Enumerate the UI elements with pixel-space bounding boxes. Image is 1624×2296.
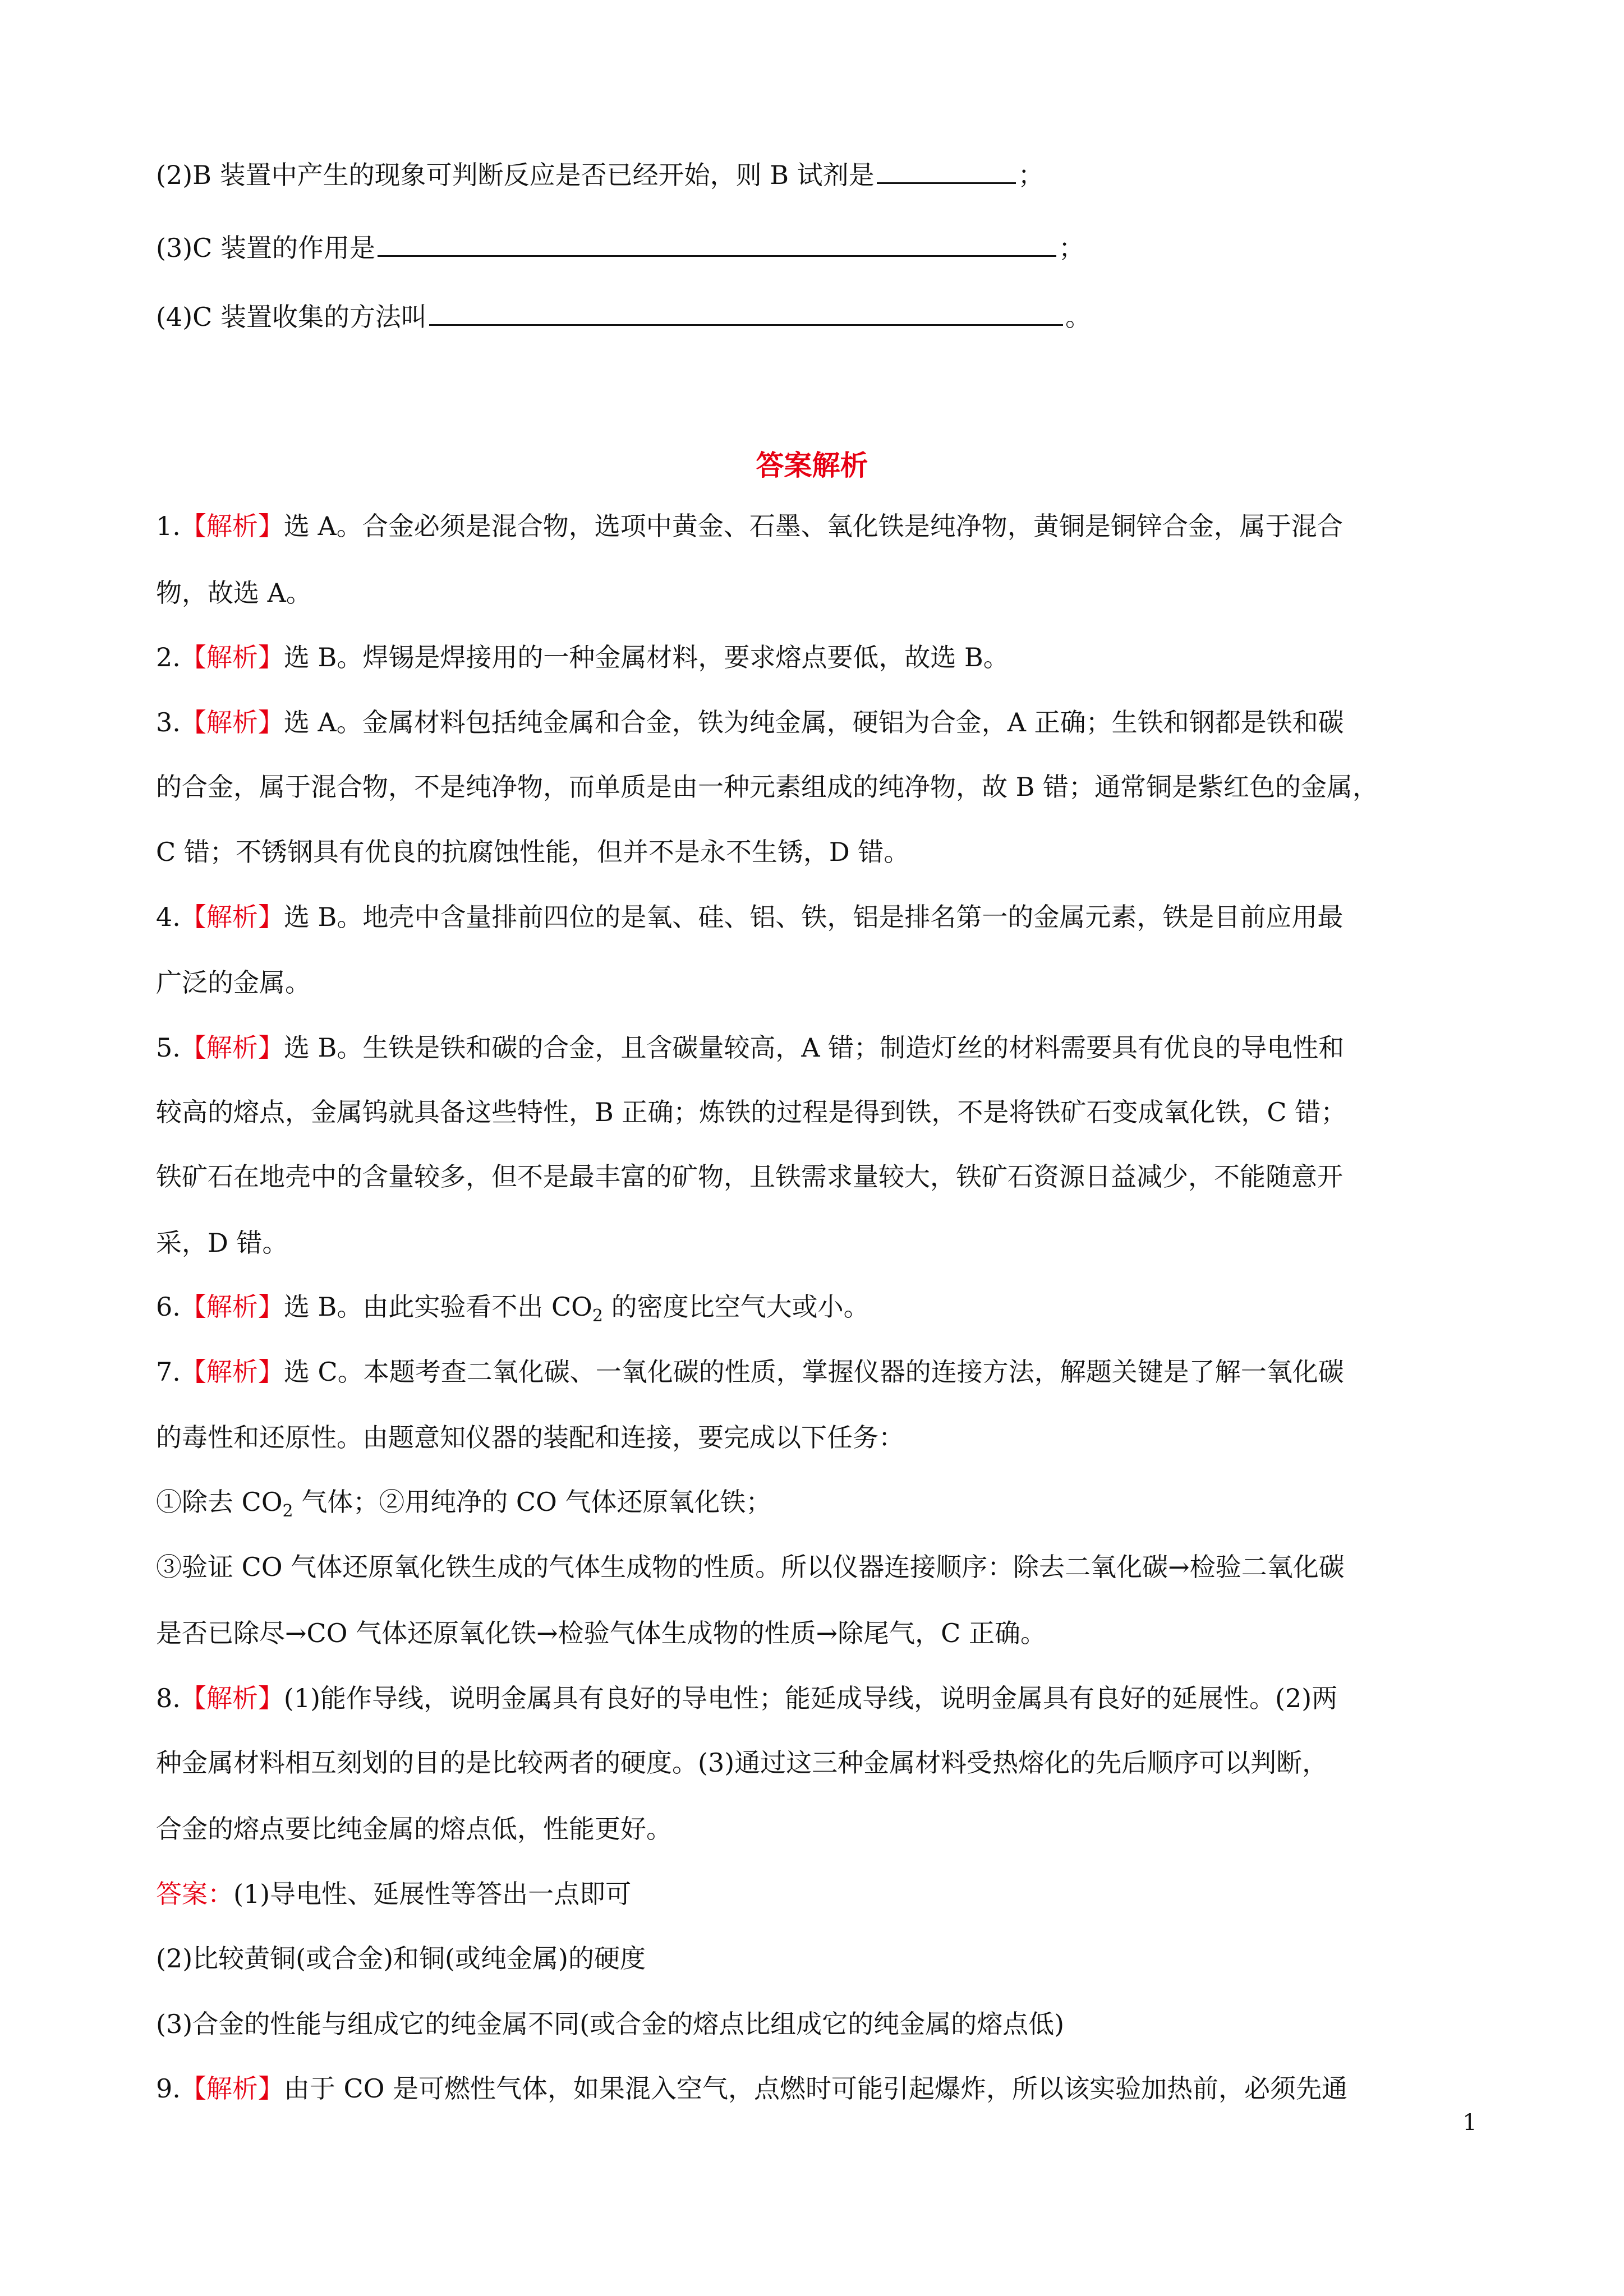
subscript: 2 [282,1501,293,1522]
answer-text: (3)合金的性能与组成它的纯金属不同(或合金的熔点比组成它的纯金属的熔点低) [156,2009,1065,2039]
analysis-tag: 【解析】 [180,707,284,737]
answer-line-3 [156,2007,1064,2041]
question-2 [156,158,1044,192]
answer-8-line-1 [156,1681,1337,1715]
answer-text: 种金属材料相互刻划的目的是比较两者的硬度。(3)通过这三种金属材料受热熔化的先后顺序可以判断， [156,1748,1328,1778]
arrow-icon: → [1168,1552,1190,1582]
answer-text: 铁矿石在地壳中的含量较多，但不是最丰富的矿物，且铁需求量较大，铁矿石资源日益减少，不能随意开 [156,1161,1343,1192]
question-3 [156,231,1084,265]
question-3-end: ； [1058,233,1084,263]
answer-text: 检验二氧化碳 [1189,1552,1345,1582]
question-4-end: 。 [1065,302,1091,332]
answer-text: ③验证 CO 气体还原氧化铁生成的气体生成物的性质。所以仪器连接顺序：除去二氧化碳 [156,1552,1168,1582]
item-number: 1. [156,511,181,541]
answer-2-line-1 [156,640,1009,674]
answer-text: (1)导电性、延展性等答出一点即可 [233,1879,632,1909]
question-2-text: (2)B 装置中产生的现象可判断反应是否已经开始，则 B 试剂是 [156,160,875,190]
answer-text: 由于 CO 是可燃性气体，如果混入空气，点燃时可能引起爆炸，所以该实验加热前，必须先通 [283,2073,1348,2104]
answer-line-2 [156,1942,646,1975]
analysis-tag: 【解析】 [180,1032,284,1063]
answer-7-line-5 [156,1616,1046,1650]
answer-text: 广泛的金属。 [156,967,311,998]
answer-3-line-3 [156,835,909,869]
answer-text: 的密度比空气大或小。 [602,1292,869,1322]
answer-6-line-1 [156,1290,869,1333]
item-number: 4. [156,902,181,932]
item-number: 5. [156,1032,181,1063]
answer-text: C 错；不锈钢具有优良的抗腐蚀性能，但并不是永不生锈，D 错。 [156,837,910,867]
answer-text: (1)能作导线，说明金属具有良好的导电性；能延成导线，说明金属具有良好的延展性。(2)两 [283,1683,1338,1713]
analysis-tag: 【解析】 [180,902,284,932]
analysis-tag: 【解析】 [180,1292,284,1322]
answer-text: 的毒性和还原性。由题意知仪器的装配和连接，要完成以下任务： [156,1422,904,1453]
answer-text: 选 C。本题考查二氧化碳、一氧化碳的性质，掌握仪器的连接方法，解题关键是了解一氧化碳 [283,1357,1344,1387]
answer-text: 是否已除尽 [156,1618,285,1648]
answer-7-line-2 [156,1421,904,1454]
answer-5-line-3 [156,1160,1343,1193]
arrow-icon: → [816,1618,838,1648]
analysis-tag: 【解析】 [180,1683,284,1713]
page-number: 1 [1462,2110,1477,2136]
question-2-end: ； [1018,160,1044,190]
question-3-text: (3)C 装置的作用是 [156,233,375,263]
item-number: 9. [156,2073,181,2104]
answer-text: 选 A。合金必须是混合物，选项中黄金、石墨、氧化铁是纯净物，黄铜是铜锌合金，属于混合 [283,511,1343,541]
question-4-text: (4)C 装置收集的方法叫 [156,302,427,332]
answer-text: (2)比较黄铜(或合金)和铜(或纯金属)的硬度 [156,1943,646,1974]
analysis-tag: 【解析】 [180,1357,284,1387]
answer-1-line-2 [156,576,312,610]
answer-text: 选 A。金属材料包括纯金属和合金，铁为纯金属，硬铝为合金，A 正确；生铁和钢都是铁和碳 [283,707,1344,737]
answer-4-line-2 [156,966,311,999]
answer-text: CO 气体还原氧化铁 [306,1618,537,1648]
answer-1-line-1 [156,509,1343,543]
answer-5-line-2 [156,1095,1346,1129]
item-number: 2. [156,642,181,672]
answer-text: 选 B。地壳中含量排前四位的是氧、硅、铝、铁，铝是排名第一的金属元素，铁是目前应用最 [283,902,1344,932]
answer-5-line-4 [156,1226,288,1260]
answer-8-line-2 [156,1746,1328,1779]
item-number: 6. [156,1292,181,1322]
answer-4-line-1 [156,900,1343,934]
answer-5-line-1 [156,1031,1344,1064]
answer-blank-4[interactable] [429,301,1063,326]
item-number: 3. [156,707,181,737]
answer-text: ①除去 CO [156,1487,283,1517]
answer-text: 较高的熔点，金属钨就具备这些特性，B 正确；炼铁的过程是得到铁，不是将铁矿石变成氧化铁，C 错； [156,1097,1347,1127]
answer-text: 采，D 错。 [156,1228,288,1258]
answer-7-line-3 [156,1485,771,1528]
question-4 [156,300,1091,334]
answer-text: 选 B。由此实验看不出 CO [283,1292,592,1322]
answer-text: 选 B。生铁是铁和碳的合金，且含碳量较高，A 错；制造灯丝的材料需要具有优良的导电性和 [283,1032,1345,1063]
answer-text: 检验气体生成物的性质 [558,1618,816,1648]
analysis-tag: 【解析】 [180,511,284,541]
subscript: 2 [592,1306,603,1326]
answer-text: 选 B。焊锡是焊接用的一种金属材料，要求熔点要低，故选 B。 [283,642,1009,672]
answer-3-line-2 [156,770,1378,804]
answer-text: 除尾气，C 正确。 [838,1618,1046,1648]
answer-blank-3[interactable] [378,232,1056,257]
answer-7-line-4 [156,1550,1345,1584]
answer-8-line-3 [156,1812,672,1846]
answer-blank-2[interactable] [877,159,1016,184]
answer-text: 合金的熔点要比纯金属的熔点低，性能更好。 [156,1814,672,1844]
analysis-tag: 【解析】 [180,642,284,672]
arrow-icon: → [285,1618,307,1648]
analysis-tag: 【解析】 [180,2073,284,2104]
item-number: 7. [156,1357,181,1387]
arrow-icon: → [536,1618,558,1648]
answer-9-line-1 [156,2072,1347,2105]
answer-text: 物，故选 A。 [156,578,312,608]
answer-text: 气体；②用纯净的 CO 气体还原氧化铁； [293,1487,772,1517]
answer-3-line-1 [156,706,1344,739]
answer-text: 的合金，属于混合物，不是纯净物，而单质是由一种元素组成的纯净物，故 B 错；通常铜是紫红色的金属， [156,772,1379,802]
answer-line-1 [156,1877,631,1911]
answer-label: 答案： [156,1879,233,1909]
answer-section-title: 答案解析 [756,449,868,482]
item-number: 8. [156,1683,181,1713]
answer-7-line-1 [156,1355,1344,1389]
